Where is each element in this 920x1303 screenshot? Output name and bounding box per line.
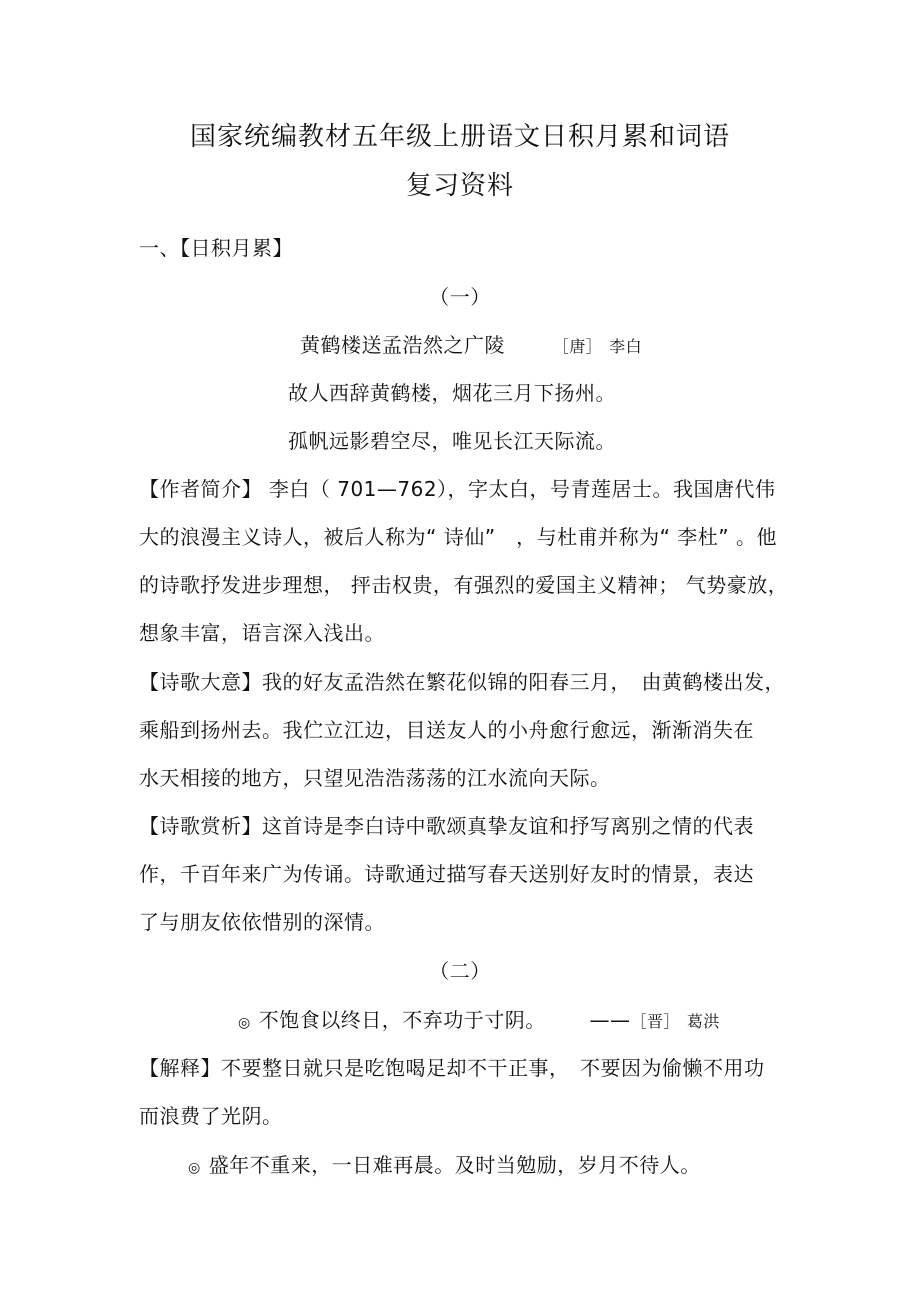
author-intro-line: 【作者简介】 李白（ 701—762），字太白，号青莲居士。我国唐代伟 [139, 477, 776, 501]
quote-1-explain-line: 【解释】不要整日就只是吃饱喝足却不干正事， 不要因为偷懒不用功 [139, 1056, 765, 1080]
quote-2-text: 盛年不重来，一日难再晨。及时当勉励，岁月不待人。 [208, 1153, 701, 1177]
quote-1-author: 葛洪 [686, 1012, 720, 1031]
document-title-line2: 复习资料 [405, 171, 514, 201]
poem-author: 李白 [609, 337, 643, 356]
part-number-2: （二） [429, 959, 491, 983]
poem-appreciation-line: 【诗歌赏析】这首诗是李白诗中歌颂真挚友谊和抒写离别之情的代表 [139, 814, 754, 838]
author-intro-line: 大的浪漫主义诗人，被后人称为“ 诗仙” ，与杜甫并称为“ 李杜” 。他 [139, 525, 778, 549]
document-title-line1: 国家统编教材五年级上册语文日积月累和词语 [189, 122, 730, 152]
bullet-icon: ◎ [238, 1015, 251, 1031]
section-heading: 一、【日积月累】 [139, 236, 293, 260]
poem-meaning-line: 【诗歌大意】我的好友孟浩然在繁花似锦的阳春三月， 由黄鹤楼出发， [139, 670, 785, 694]
poem-appreciation-line: 了与朋友依依惜别的深情。 [139, 910, 385, 934]
poem-verse-1: 故人西辞黄鹤楼，烟花三月下扬州。 [288, 381, 616, 405]
poem-title-line [300, 332, 642, 360]
author-intro-line: 想象丰富，语言深入浅出。 [139, 621, 385, 645]
part-number-1: （一） [429, 285, 491, 309]
quote-1-dash: —— [589, 1008, 631, 1032]
quote-1-line [238, 1007, 720, 1036]
quote-1-dynasty: ［晋］ [630, 1012, 680, 1031]
quote-1-text: 不饱食以终日，不弃功于寸阴。 [258, 1008, 546, 1032]
quote-2-line [188, 1152, 701, 1181]
poem-meaning-line: 乘船到扬州去。我伫立江边，目送友人的小舟愈行愈远，渐渐消失在 [139, 718, 754, 742]
bullet-icon: ◎ [188, 1160, 201, 1176]
poem-verse-2: 孤帆远影碧空尽，唯见长江天际流。 [288, 429, 616, 453]
author-intro-line: 的诗歌抒发进步理想， 抨击权贵，有强烈的爱国主义精神； 气势豪放， [139, 573, 789, 597]
poem-meaning-line: 水天相接的地方，只望见浩浩荡荡的江水流向天际。 [139, 766, 611, 790]
poem-dynasty: ［唐］ [552, 337, 603, 356]
poem-appreciation-line: 作，千百年来广为传诵。诗歌通过描写春天送别好友时的情景，表达 [139, 862, 754, 886]
quote-1-explain-line: 而浪费了光阴。 [139, 1104, 283, 1128]
poem-title: 黄鹤楼送孟浩然之广陵 [300, 333, 505, 357]
